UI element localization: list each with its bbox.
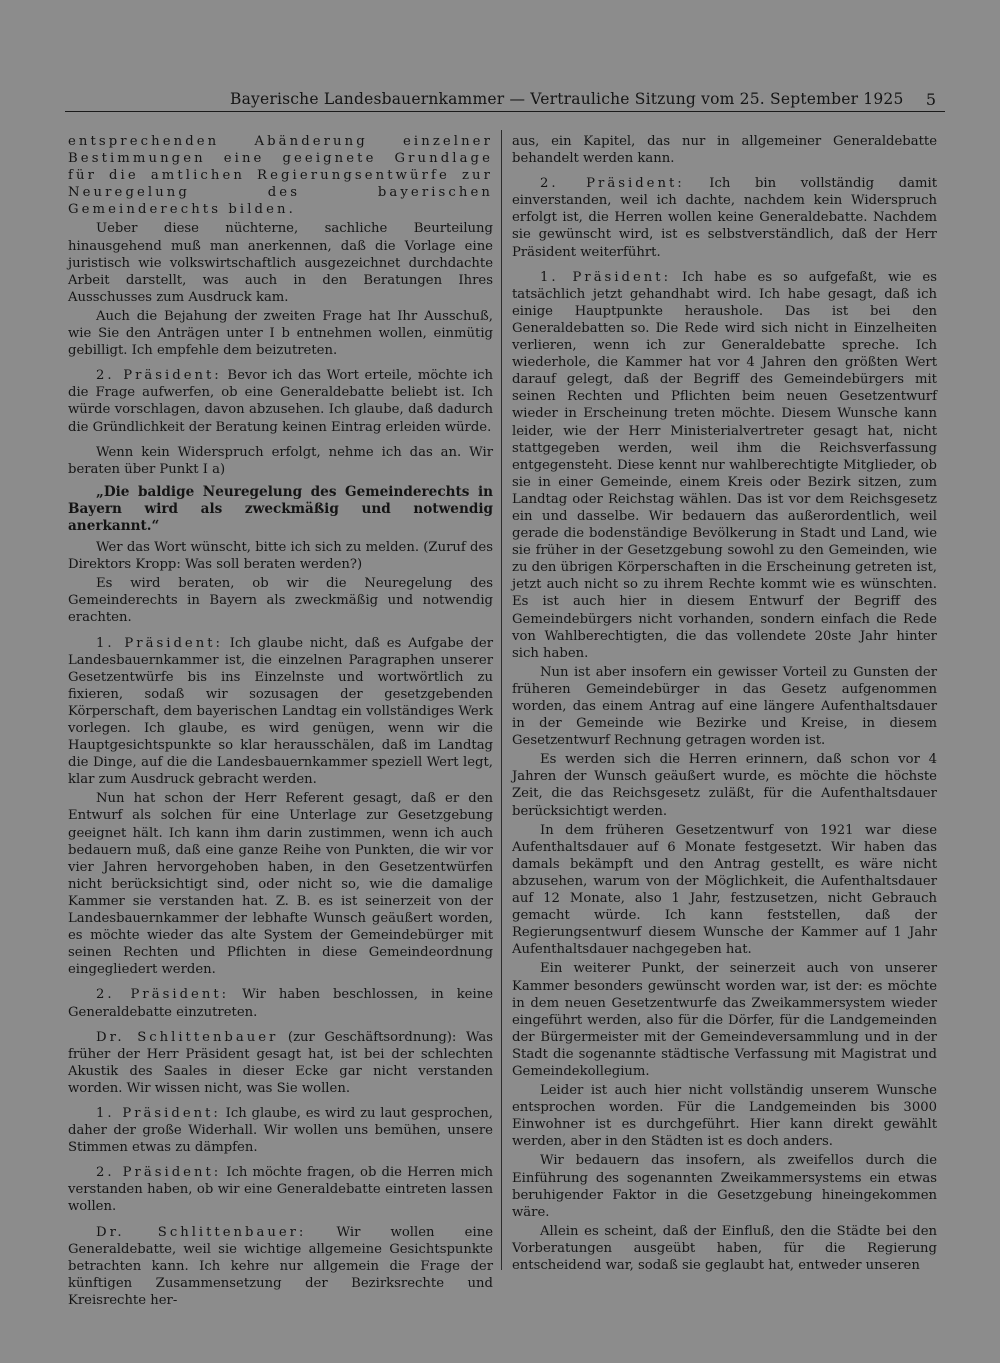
speaker-name: 1. Präsident: — [540, 269, 672, 285]
header-rule — [65, 111, 945, 112]
paragraph: Allein es scheint, daß der Einfluß, den die Städte bei den Vorberatungen ausgeübt haben, für die Regierung entscheidend war, sodaß sie geglaubt hat, entweder unseren — [512, 1223, 937, 1273]
speaker-name: 2. Präsident: — [96, 987, 230, 1003]
speech-paragraph — [68, 1164, 493, 1215]
speaker-name: Dr. Schlittenbauer: — [96, 1224, 307, 1240]
paragraph: In dem früheren Gesetzentwurf von 1921 war diese Aufenthaltsdauer auf 6 Monate festgesetzt. Wir haben das damals bekämpft und den Antrag gestellt, es wäre nicht abzusehen, warum von der Möglichkeit, die Aufenthaltsdauer auf 12 Monate, also 1 Jahr, festzusetzen, nicht Gebrauch gemacht würde. Ich kann feststellen, daß der Regierungsentwurf diesem Wunsche der Kammer auf 1 Jahr Aufenthaltsdauer nachgegeben hat. — [512, 822, 937, 958]
speech-paragraph — [512, 269, 937, 662]
speech-text: Wir haben beschlossen, in keine Generaldebatte einzutreten. — [68, 987, 494, 1020]
speaker-name: 2. Präsident: — [540, 176, 685, 192]
paragraph: Ueber diese nüchterne, sachliche Beurteilung hinausgehend muß man anerkennen, daß die Vorlage eine juristisch wie volkswirtschaftlich ausgezeichnet durchdachte Arbeit darstellt, was auch in den Beratungen Ihres Ausschusses zum Ausdruck kam. — [68, 221, 493, 305]
speaker-name: 2. Präsident: — [96, 368, 222, 384]
paragraph: Wer das Wort wünscht, bitte ich sich zu melden. (Zuruf des Direktors Kropp: Was soll beraten werden?) — [68, 540, 493, 573]
speech-paragraph — [68, 1224, 493, 1309]
paragraph: Es werden sich die Herren erinnern, daß schon vor 4 Jahren der Wunsch geäußert wurde, es möchte die höchste Zeit, die das Reichsgesetz zuläßt, für die Aufenthaltsdauer berücksichtigt werden. — [512, 752, 937, 819]
speech-paragraph — [68, 367, 493, 435]
speech-text: (zur Geschäftsordnung): Was früher der Herr Präsident gesagt hat, ist bei der schlechten Akustik des Saales in dieser Ecke gar nicht verstanden worden. Wir wissen nicht, was Sie wollen. — [68, 1029, 493, 1096]
speech-text: Ich bin vollständig damit einverstanden, weil ich dachte, nachdem kein Widerspruch erfolgt ist, die Herren wollen keine Generaldebatte. Nachdem sie gewünscht wird, ist es selbstverständlich, daß der Herr Präsident weiterführt. — [512, 176, 937, 260]
paragraph: Leider ist auch hier nicht vollständig unserem Wunsche entsprochen worden. Für die Landgemeinden bis 3000 Einwohner ist es durchgeführt. Hier kann direkt gewählt werden, aber in den Städten ist es doch anders. — [512, 1083, 937, 1150]
paragraph: Auch die Bejahung der zweiten Frage hat Ihr Ausschuß, wie Sie den Anträgen unter I b entnehmen wollen, einmütig gebilligt. Ich empfehle dem beizutreten. — [68, 308, 493, 359]
running-title: Bayerische Landesbauernkammer — Vertrauliche Sitzung vom 25. September 1925 — [230, 90, 904, 108]
speech-text: Wir wollen eine Generaldebatte, weil sie wichtige allgemeine Gesichtspunkte betrachten kann. Ich kehre nur allgemein die Frage der künftigen Zusammensetzung der Bezirksrechte und Kreisrechte her- — [68, 1224, 493, 1308]
speech-paragraph — [68, 1105, 493, 1156]
speaker-name: 1. Präsident: — [96, 635, 223, 651]
speech-paragraph — [68, 1029, 493, 1097]
speaker-name: 1. Präsident: — [96, 1105, 221, 1121]
paragraph: Es wird beraten, ob wir die Neuregelung des Gemeinderechts in Bayern als zweckmäßig und notwendig erachten. — [68, 576, 493, 626]
page-number: 5 — [925, 90, 936, 109]
speech-text: Ich habe es so aufgefaßt, wie es tatsächlich jetzt gehandhabt wird. Ich habe gesagt, daß ich einige Hauptpunkte heraushole. Das ist bei den Generaldebatten so. Die Rede wird sich nicht in Einzelheiten verlieren, wenn ich zur Generaldebatte spreche. Ich wiederhole, die Kammer hat vor 4 Jahren den größten Wert darauf gelegt, daß der Begriff des Gemeindebürgers mit seinen Rechten und Pflichten beim neuen Gesetzentwurf wieder in Erscheinung treten möchte. Diesem Wunsche kann leider, wie der Herr Ministerialvertreter gesagt hat, nicht stattgegeben werden, weil ihm die Reichsverfassung entgegensteht. Diese kennt nur wahlberechtigte Mitglieder, ob sie in einer Gemeinde, einem Kreis oder Bezirk sitzen, zum Landtag oder Reichstag wählen. Das ist vor dem Reichsgesetz ein und dasselbe. Wir bedauern das außerordentlich, weil gerade die bodenständige Bevölkerung in Stadt und Land, wie sie früher in der Gesetzgebung sowohl zu den Gemeinden, wie zu den übrigen Körperschaften in die Erscheinung getreten ist, jetzt auch nicht so zu ihrem Rechte kommt wie es wünschten. Es ist auch hier in diesem Entwurf der Begriff des Gemeindebürgers nicht vorhanden, sondern einfach die Rede von Wahlberechtigten, die das vollendete 20ste Jahr hinter sich haben. — [512, 269, 938, 661]
speech-text: Ich glaube nicht, daß es Aufgabe der Landesbauernkammer ist, die einzelnen Paragraphen unserer Gesetzentwürfe bis ins Einzelnste und wortwörtlich zu fixieren, sodaß wir sozusagen der gesetzgebenden Körperschaft, dem bayerischen Landtag ein vollständiges Werk vorlegen. Ich glaube, es wird genügen, wenn wir die Hauptgesichtspunkte so klar herausschälen, daß im Landtag die Dinge, auf die die Landesbauernkammer speziell Wert legt, klar zum Ausdruck gebracht werden. — [68, 635, 493, 788]
paragraph: Ein weiterer Punkt, der seinerzeit auch von unserer Kammer besonders gewünscht worden war, ist der: es möchte in dem neuen Gesetzentwurfe das Zweikammersystem wieder eingeführt werden, also für die Dörfer, für die Landgemeinden der Bürgermeister mit der Gemeindeversammlung und in der Stadt die sogenannte städtische Verfassung mit Magistrat und Gemeindekollegium. — [512, 961, 937, 1079]
left-column — [68, 133, 493, 1311]
speech-text: Ich glaube, es wird zu laut gesprochen, daher der große Widerhall. Wir wollen uns bemühen, unsere Stimmen etwas zu dämpfen. — [68, 1105, 493, 1156]
column-divider — [501, 130, 502, 1270]
speech-paragraph — [68, 986, 493, 1020]
paragraph: entsprechenden Abänderung einzelner Bestimmungen eine geeignete Grundlage für die amtlichen Regierungsentwürfe zur Neuregelung des bayerischen Gemeinderechts bilden. — [68, 134, 493, 218]
speech-paragraph — [68, 635, 493, 789]
speaker-name: 2. Präsident: — [96, 1165, 222, 1181]
paragraph: Wenn kein Widerspruch erfolgt, nehme ich das an. Wir beraten über Punkt I a) — [68, 444, 493, 477]
paragraph: Nun ist aber insofern ein gewisser Vorteil zu Gunsten der früheren Gemeindebürger in das Gesetz aufgenommen worden, das einem Antrag auf eine längere Aufenthaltsdauer in der Gemeinde wie Bezirke und Kreise, in diesem Gesetzentwurf Rechnung getragen worden ist. — [512, 664, 937, 749]
motion-quote: „Die baldige Neuregelung des Gemeinderechts in Bayern wird als zweckmäßig und notwendig anerkannt.“ — [68, 483, 493, 534]
speaker-name: Dr. Schlittenbauer — [96, 1029, 279, 1045]
paragraph: aus, ein Kapitel, das nur in allgemeiner Generaldebatte behandelt werden kann. — [512, 134, 937, 167]
speech-text: Ich möchte fragen, ob die Herren mich verstanden haben, ob wir eine Generaldebatte eintreten lassen wollen. — [68, 1165, 493, 1215]
paragraph: Wir bedauern das insofern, als zweifellos durch die Einführung des sogenannten Zweikammersystems ein etwas beruhigender Faktor in die Gesetzgebung hineingekommen wäre. — [512, 1153, 937, 1220]
right-column — [512, 133, 937, 1276]
speech-paragraph — [512, 175, 937, 260]
paragraph: Nun hat schon der Herr Referent gesagt, daß er den Entwurf als solchen für eine Unterlage zur Gesetzgebung geeignet hält. Ich kann ihm darin zustimmen, wenn ich auch bedauern muß, daß eine ganze Reihe von Punkten, die wir vor vier Jahren hervorgehoben haben, in den Gesetzentwürfen nicht berücksichtigt sind, oder nicht so, wie die damalige Kammer sie verstanden hat. Z. B. es ist seinerzeit von der Landesbauernkammer der lebhafte Wunsch geäußert worden, es möchte wieder das alte System der Gemeindebürger mit seinen Rechten und Pflichten in diese Gemeindeordnung eingegliedert werden. — [68, 791, 493, 978]
speech-text: Bevor ich das Wort erteile, möchte ich die Frage aufwerfen, ob eine Generaldebatte beliebt ist. Ich würde vorschlagen, davon abzusehen. Ich glaube, daß dadurch die Gründlichkeit der Beratung keinen Eintrag erleiden würde. — [68, 368, 493, 435]
